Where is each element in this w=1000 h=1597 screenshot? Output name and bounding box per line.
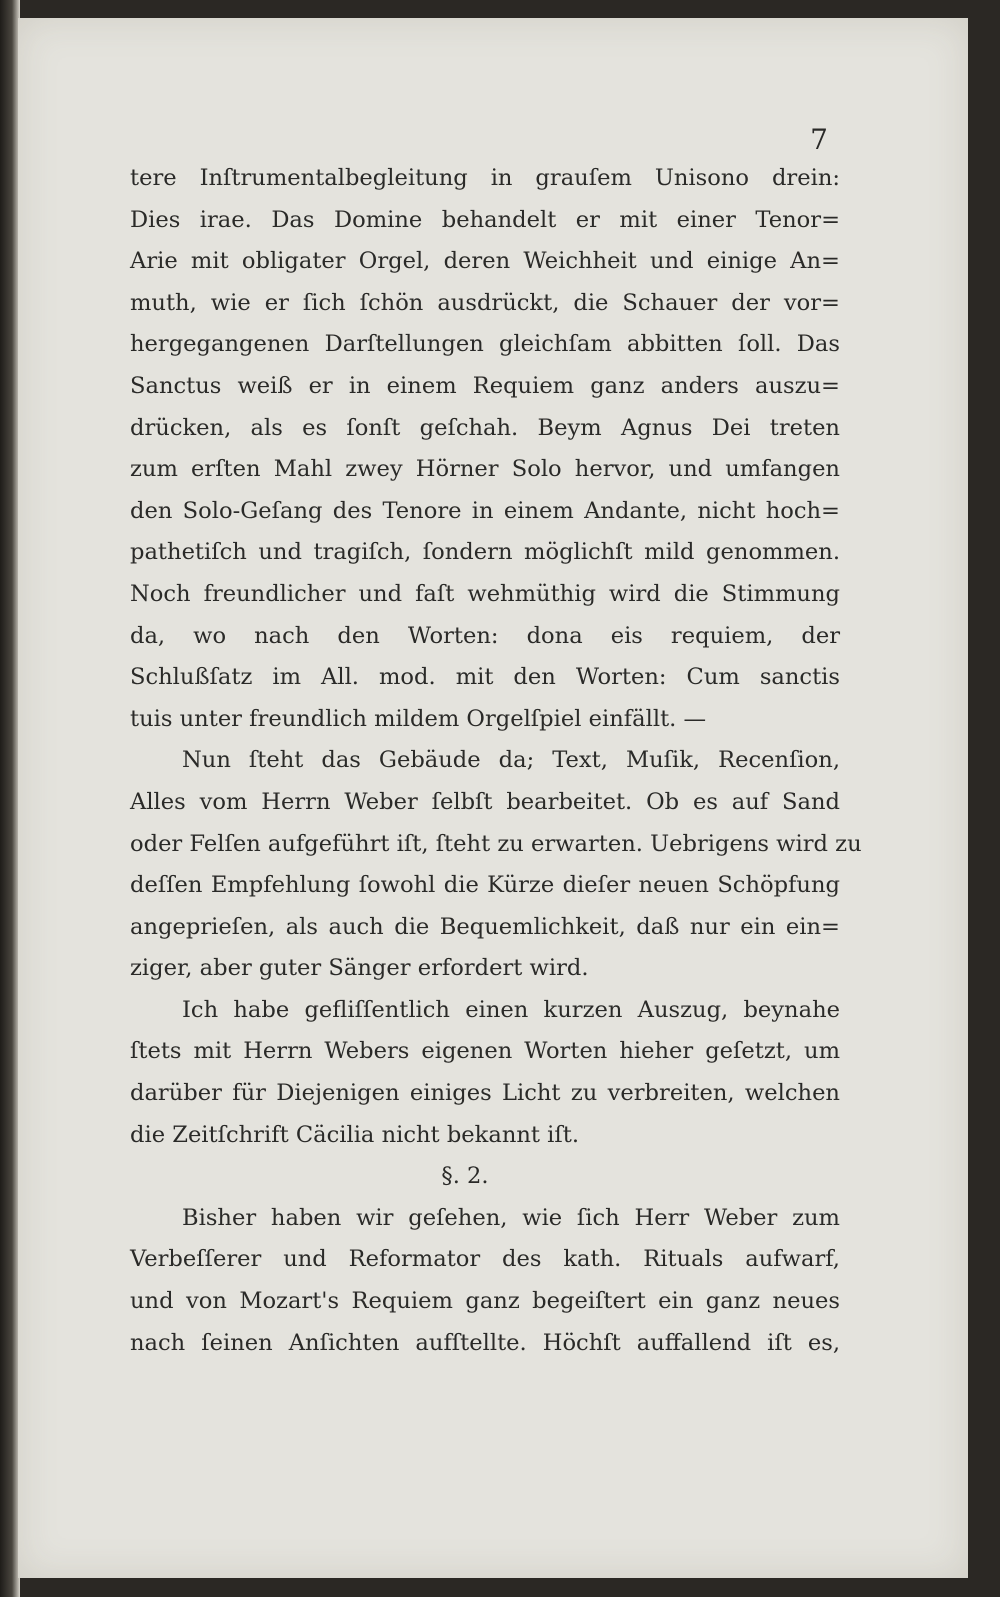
text-line: Schlußſatz im All. mod. mit den Worten: Cum sanctis [130,664,840,691]
text-line: darüber für Diejenigen einiges Licht zu verbreiten, welchen [130,1080,840,1107]
text-line: die Zeitſchrift Cäcilia nicht bekannt iſt. [130,1121,580,1148]
text-line: Dies irae. Das Domine behandelt er mit einer Tenor= [130,206,840,233]
text-line: Noch freundlicher und faſt wehmüthig wird die Stimmung [130,580,840,607]
text-line: da, wo nach den Worten: dona eis requiem, der [130,622,840,649]
binding-edge [0,0,20,1597]
text-line: Arie mit obligater Orgel, deren Weichheit und einige An= [130,248,840,275]
section-heading: §. 2. [441,1163,489,1190]
text-line: ſtets mit Herrn Webers eigenen Worten hieher geſetzt, um [130,1038,840,1065]
page-number: 7 [810,123,828,156]
text-line: Verbeſſerer und Reformator des kath. Rituals aufwarf, [130,1246,840,1273]
text-line: angeprieſen, als auch die Bequemlichkeit, daß nur ein ein= [130,913,840,940]
text-line: zum erſten Mahl zwey Hörner Solo hervor, und umfangen [130,456,840,483]
text-line: Nun ſteht das Gebäude da; Text, Muſik, Recenſion, [182,747,840,774]
text-line: muth, wie er ſich ſchön ausdrückt, die Schauer der vor= [130,289,840,316]
text-line: nach ſeinen Anſichten aufſtellte. Höchſt auffallend iſt es, [130,1329,840,1356]
text-line: Ich habe gefliſſentlich einen kurzen Auszug, beynahe [182,996,840,1023]
text-line: und von Mozart's Requiem ganz begeiſtert ein ganz neues [130,1288,840,1315]
section-lines [130,1198,840,1364]
text-line: drücken, als es ſonſt geſchah. Beym Agnus Dei treten [130,414,840,441]
text-line: hergegangenen Darſtellungen gleichſam abbitten ſoll. Das [130,331,840,358]
book-page [18,18,968,1578]
text-line: deſſen Empfehlung ſowohl die Kürze dieſer neuen Schöpfung [130,872,840,899]
text-line: den Solo-Geſang des Tenore in einem Andante, nicht hoch= [130,497,840,524]
text-line: tuis unter freundlich mildem Orgelſpiel einfällt. — [130,705,707,732]
text-line: Sanctus weiß er in einem Requiem ganz anders auszu= [130,372,840,399]
paragraph-lines [130,158,862,1156]
text-line: oder Felſen aufgeführt iſt, ſteht zu erwarten. Uebrigens wird zu [130,830,862,857]
text-line: tere Inſtrumentalbegleitung in grauſem Unisono drein: [130,165,840,191]
text-line: Alles vom Herrn Weber ſelbſt bearbeitet. Ob es auf Sand [130,788,840,815]
text-line: Bisher haben wir geſehen, wie ſich Herr Weber zum [182,1204,840,1231]
text-line: ziger, aber guter Sänger erfordert wird. [130,955,589,982]
text-line: pathetiſch und tragiſch, ſondern möglichſt mild genommen. [130,539,840,566]
body-text [130,158,862,1364]
